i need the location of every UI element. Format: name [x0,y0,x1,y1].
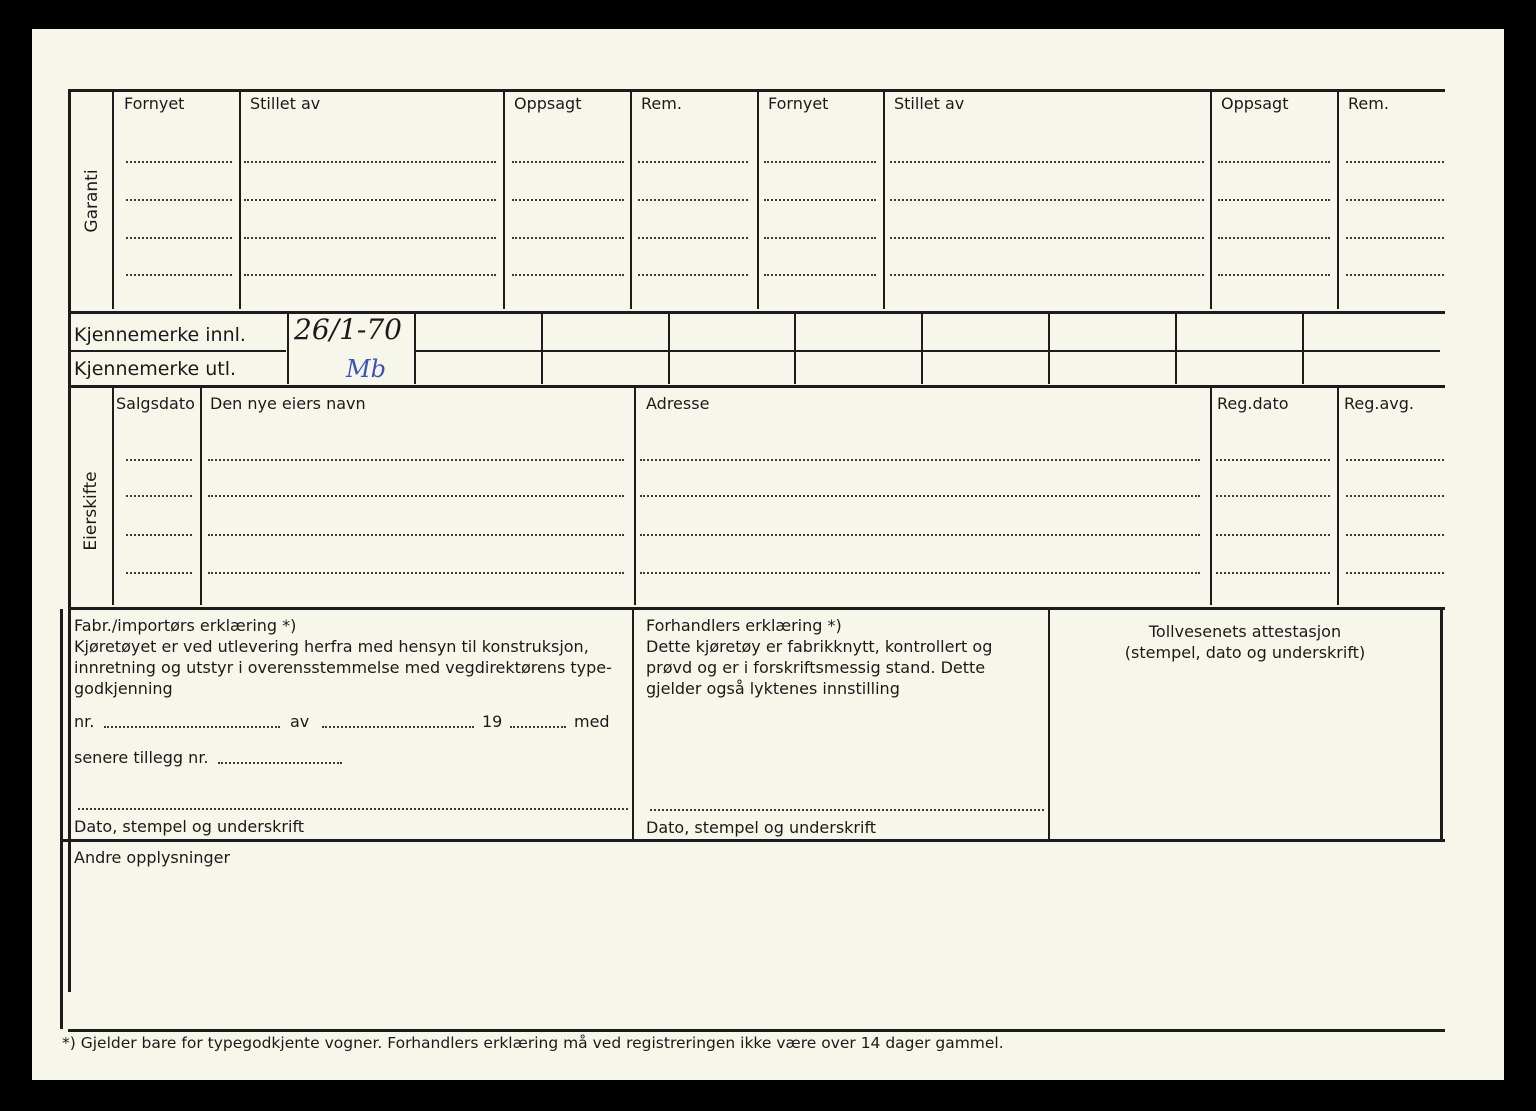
dotted-fill-line [1346,237,1444,239]
kjennemerke-mid-rule [68,350,286,352]
garanti-header-fornyet: Fornyet [124,94,185,113]
eierskifte-divider [634,385,636,605]
kjennemerke-mid-rule [415,350,1440,352]
fabr-line: Kjøretøyet er ved utlevering herfra med hensyn til konstruksjon, [74,637,589,656]
garanti-divider [1337,89,1339,309]
dotted-fill-line [640,534,1200,536]
dotted-fill-line [1216,534,1330,536]
fabr-tillegg-label: senere tillegg nr. [74,748,209,767]
dotted-fill-line [208,459,624,461]
left-rule [68,89,71,992]
kjennemerke-divider [1048,311,1050,384]
fabr-footer: Dato, stempel og underskrift [74,817,305,836]
dotted-fill-line [638,161,748,163]
eierskifte-divider [1210,385,1212,605]
declarations-divider [632,607,634,840]
dotted-fill-line [244,199,496,201]
garanti-header-stillet-av-2: Stillet av [894,94,965,113]
garanti-header-rem-2: Rem. [1348,94,1389,113]
dotted-fill-line [244,274,496,276]
eierskifte-header-navn: Den nye eiers navn [210,394,366,413]
dotted-fill-line [638,237,748,239]
eierskifte-header-adresse: Adresse [646,394,710,413]
garanti-divider [1210,89,1212,309]
kjennemerke-utl-initials: Mb [346,355,386,383]
dotted-fill-line [764,237,876,239]
dotted-fill-line [208,495,624,497]
dotted-fill-line [1346,495,1444,497]
forhandler-footer: Dato, stempel og underskrift [646,818,877,837]
dotted-fill-line [890,274,1204,276]
dotted-fill-line [1346,572,1444,574]
footnote: *) Gjelder bare for typegodkjente vogner. Forhandlers erklæring må ved registreringen ikke være over 14 dager gammel. [62,1034,1004,1052]
dotted-fill-line [126,199,232,201]
kjennemerke-divider [1302,311,1304,384]
fabr-tillegg-line [218,762,342,764]
dotted-fill-line [890,161,1204,163]
garanti-divider [883,89,885,309]
dotted-fill-line [512,274,624,276]
garanti-divider [757,89,759,309]
dotted-fill-line [244,237,496,239]
fabr-title: Fabr./importørs erklæring *) [74,616,297,635]
dotted-fill-line [126,161,232,163]
dotted-fill-line [764,161,876,163]
kjennemerke-top-rule [68,311,1445,314]
kjennemerke-utl-label: Kjennemerke utl. [74,358,237,380]
dotted-fill-line [764,199,876,201]
dotted-fill-line [638,199,748,201]
fabr-year-label: 19 [482,712,503,731]
forhandler-title: Forhandlers erklæring *) [646,616,842,635]
dotted-fill-line [640,572,1200,574]
dotted-fill-line [764,274,876,276]
garanti-divider [239,89,241,309]
forhandler-line: Dette kjøretøy er fabrikknytt, kontrollert og [646,637,993,656]
fabr-nr-line [104,726,280,728]
eierskifte-header-reg-avg: Reg.avg. [1344,394,1414,413]
dotted-fill-line [1346,459,1444,461]
garanti-header-rem: Rem. [641,94,682,113]
fabr-av-line [322,726,474,728]
dotted-fill-line [244,161,496,163]
dotted-fill-line [1216,459,1330,461]
dotted-fill-line [1346,199,1444,201]
eierskifte-divider [112,385,114,605]
fabr-med-label: med [574,712,610,731]
fabr-line: innretning og utstyr i overensstemmelse med vegdirektørens type- [74,658,612,677]
fabr-signature-line [78,808,628,810]
kjennemerke-divider [668,311,670,384]
dotted-fill-line [1346,161,1444,163]
garanti-divider [630,89,632,309]
bottom-rule [68,1029,1445,1032]
fabr-year-line [510,726,566,728]
garanti-header-oppsagt: Oppsagt [514,94,582,113]
dotted-fill-line [890,237,1204,239]
toll-subtitle: (stempel, dato og underskrift) [1124,643,1366,662]
dotted-fill-line [890,199,1204,201]
dotted-fill-line [126,274,232,276]
forhandler-signature-line [650,809,1044,811]
garanti-side-label: Garanti [82,169,102,233]
fabr-av-label: av [290,712,310,731]
fabr-line: godkjenning [74,679,173,698]
dotted-fill-line [208,534,624,536]
dotted-fill-line [1346,274,1444,276]
eierskifte-header-salgsdato: Salgsdato [116,394,195,413]
declarations-bottom-rule [60,839,1445,842]
kjennemerke-divider [414,311,416,384]
dotted-fill-line [640,495,1200,497]
forhandler-line: prøvd og er i forskriftsmessig stand. Dette [646,658,986,677]
garanti-header-stillet-av: Stillet av [250,94,321,113]
eierskifte-top-rule [68,385,1445,388]
eierskifte-header-reg-dato: Reg.dato [1217,394,1289,413]
forhandler-line: gjelder også lyktenes innstilling [646,679,900,698]
dotted-fill-line [638,274,748,276]
toll-title: Tollvesenets attestasjon [1148,622,1342,641]
dotted-fill-line [126,572,192,574]
kjennemerke-divider [1175,311,1177,384]
garanti-divider [503,89,505,309]
fabr-nr-label: nr. [74,712,95,731]
dotted-fill-line [1346,534,1444,536]
garanti-header-fornyet-2: Fornyet [768,94,829,113]
dotted-fill-line [126,237,232,239]
dotted-fill-line [126,495,192,497]
dotted-fill-line [1216,572,1330,574]
andre-label: Andre opplysninger [74,848,231,867]
dotted-fill-line [1218,161,1330,163]
kjennemerke-divider [921,311,923,384]
garanti-header-oppsagt-2: Oppsagt [1221,94,1289,113]
eierskifte-divider [200,385,202,605]
kjennemerke-innl-label: Kjennemerke innl. [74,324,246,346]
dotted-fill-line [208,572,624,574]
garanti-divider [112,89,114,309]
dotted-fill-line [640,459,1200,461]
dotted-fill-line [126,534,192,536]
dotted-fill-line [1218,199,1330,201]
dotted-fill-line [1218,237,1330,239]
dotted-fill-line [126,459,192,461]
declarations-top-rule [68,607,1445,610]
left-rule-lower [60,609,63,1029]
dotted-fill-line [512,237,624,239]
kjennemerke-divider [794,311,796,384]
dotted-fill-line [1218,274,1330,276]
kjennemerke-innl-handwritten: 26/1-70 [294,313,402,346]
registration-card [32,29,1504,1080]
dotted-fill-line [512,161,624,163]
dotted-fill-line [1216,495,1330,497]
dotted-fill-line [512,199,624,201]
right-rule-declarations [1440,609,1443,841]
eierskifte-divider [1337,385,1339,605]
kjennemerke-divider [541,311,543,384]
kjennemerke-divider [287,311,289,384]
eierskifte-side-label: Eierskifte [81,471,101,551]
